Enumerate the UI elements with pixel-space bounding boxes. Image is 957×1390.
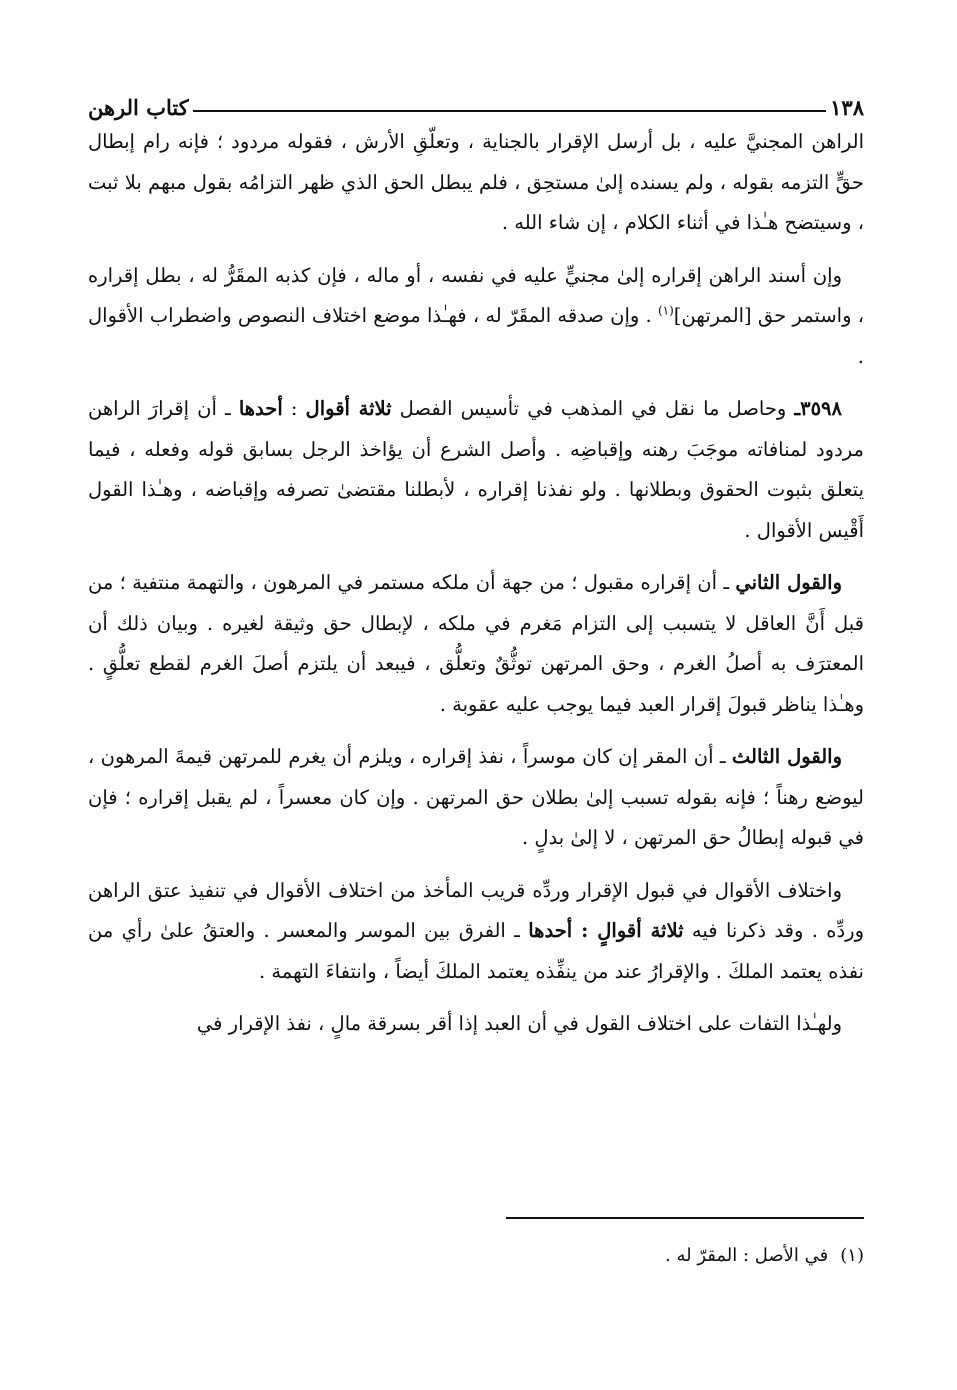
footnote-marker: (١) [657,303,674,318]
paragraph-third-opinion [88,737,864,859]
header-rule [193,110,826,112]
paragraph-text: : [282,397,306,420]
paragraph-3598 [88,389,864,551]
paragraph-text: ـ أن إقراره مقبول ؛ من جهة أن ملكه مستمر في المرهون ، والتهمة منتفية ؛ من قبل أَنَّ العاقل لا يتسبب إلى التزام مَغرم في ملكه ، لإبطال حق وثيقة لغيره . وبيان ذلك أن المعترَف به أصلُ الغرم ، وحق المرتهن توثُّقٌ وتعلُّق ، فيبعد أن يلتزم أصلَ الغرم لقطع تعلُّقٍ . وهـٰذا يناظر قبولَ إقرار العبد فيما يوجب عليه عقوبة . [88,571,864,716]
bold-phrase: أحدها [238,397,283,420]
bold-phrase: ثلاثة أقوال [305,397,392,420]
book-page [88,80,864,1370]
body-text [88,122,864,1045]
paragraph-text: وإن أسند الراهن إقراره إلىٰ مجنيٍّ عليه في نفسه ، أو ماله ، فإن كذبه المقَرُّ له ، بطل إقراره ، واستمر حق [المرتهن] [88,263,864,327]
paragraph-difference [88,871,864,993]
footnote-number: (١) [840,1245,864,1266]
footnote [665,1242,864,1270]
book-title: كتاب الرهن [88,95,189,120]
paragraph-text: وحاصل ما نقل في المذهب في تأسيس الفصل [391,397,795,420]
paragraph-text: ـ الفرق بين الموسر والمعسر . والعتقُ علىٰ رأي من نفذه يعتمد الملكَ . والإقرارُ عند من ينفِّذه يعتمد الملكَ أيضاً ، وانتفاءَ التهمة . [88,919,864,983]
footnote-text: في الأصل : المقرّ له . [665,1245,829,1266]
paragraph-text: واختلاف الأقوال في قبول الإقرار وردِّه قريب المأخذ من اختلاف الأقوال في تنفيذ عتق الراهن وردِّه . وقد ذكرنا فيه [88,878,865,942]
running-header [88,80,864,118]
paragraph-text: . وإن صدقه المقَرّ له ، فهـٰذا موضع اختلاف النصوص واضطراب الأقوال . [88,304,864,368]
section-number: ٣٥٩٨ـ [794,397,843,420]
paragraph-continuation: الراهن المجنيَّ عليه ، بل أرسل الإقرار بالجناية ، وتعلّقِ الأرش ، فقوله مردود ؛ فإنه رام إبطال حقٍّ التزمه بقوله ، ولم يسنده إلىٰ مستحِق ، فلم يبطل الحق الذي ظهر التزامُه بقول مبهم بلا ثبت ، وسيتضح هـٰذا في أثناء الكلام ، إن شاء الله . [88,130,864,234]
opinion-heading: والقول الثاني [735,571,842,594]
paragraph-text: ـ أن المقر إن كان موسراً ، نفذ إقراره ، ويلزم أن يغرم للمرتهن قيمةَ المرهون ، ليوضع رهناً ؛ فإنه بقوله تسبب إلىٰ بطلان حق المرتهن . وإن كان معسراً ، لم يقبل إقراره ؛ فإن في قبوله إبطالُ حق المرتهن ، لا إلىٰ بدلٍ . [88,745,864,849]
paragraph-text: ـ أن إقرارَ الراهن مردود لمنافاته موجَبَ رهنه وإقباضِه . وأصل الشرع أن يؤاخذ الرجل بسابق قوله وفعله ، فيما يتعلق بثبوت الحقوق وبطلانها . ولو نفذنا إقراره ، لأبطلنا مقتضىٰ تصرفه وإقباضه ، وهـٰذا القول أَقْيس الأقوال . [88,397,864,542]
paragraph-second-opinion [88,563,864,725]
paragraph-final: ولهـٰذا التفات على اختلاف القول في أن العبد إذا أقر بسرقة مالٍ ، نفذ الإقرار في [196,1012,842,1035]
paragraph-confession-attribution [88,256,864,378]
footnote-rule [506,1217,864,1219]
opinion-heading: والقول الثالث [731,745,842,768]
bold-phrase: ثلاثة أقوالٍ : أحدها [528,919,684,942]
page-number: ١٣٨ [830,95,864,120]
